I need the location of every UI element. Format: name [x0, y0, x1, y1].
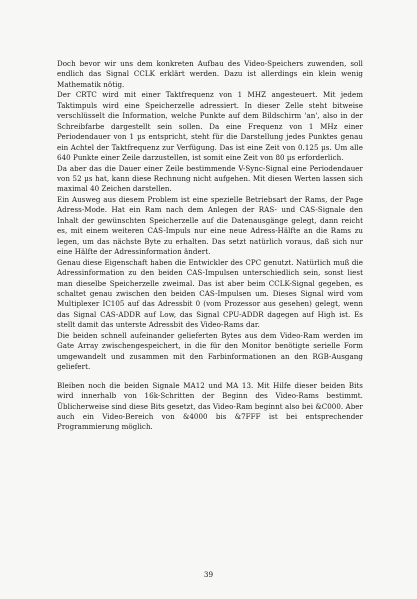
- page-body: [57, 59, 363, 433]
- page-number: 39: [203, 570, 214, 579]
- paragraph-crtc-taktfrequenz: Der CRTC wird mit einer Taktfrequenz von 1 MHZ angesteuert. Mit jedem Taktimpuls wird eine Speicherzelle adressiert. In dieser Zelle steht bitweise verschlüsselt die Information, welche Punkte auf dem Bildschirm 'an', also in der Schreibfarbe dargestellt sein sollen. Da eine Frequenz von 1 MHz einer Periodendauer von 1 µs entspricht, steht für die Darstellung jedes Punktes genau ein Achtel der Taktfrequenz zur Verfügung. Das ist eine Zeit von 0.125 µs. Um alle 640 Punkte einer Zeile darzustellen, ist somit eine Zeit von 80 µs erforderlich.: [57, 90, 363, 163]
- paragraph-page-adress-mode: Ein Ausweg aus diesem Problem ist eine spezielle Betriebsart der Rams, der Page Adress-Mode. Hat ein Ram nach dem Anlegen der RAS- und CAS-Signale den Inhalt der gewünschten Speicherzelle auf die Datenausgänge gelegt, dann reicht es, mit einem weiteren CAS-Impuls nur eine neue Adress-Hälfte an die Rams zu legen, um das nächste Byte zu erhalten. Das setzt natürlich voraus, daß sich nur eine Hälfte der Adressinformation ändert.: [57, 194, 363, 257]
- paragraph-cclk-signal: Genau diese Eigenschaft haben die Entwickler des CPC genutzt. Natürlich muß die Adressinformation zu den beiden CAS-Impulsen unterschiedlich sein, sonst liest man dieselbe Speicherzelle zweimal. Das ist aber beim CCLK-Signal gegeben, es schaltet genau zwischen den beiden CAS-Impulsen um. Dieses Signal wird vom Multiplexer IC105 auf das Adressbit 0 (vom Prozessor aus gesehen) gelegt, wenn das Signal CAS-ADDR auf Low, das Signal CPU-ADDR dagegen auf High ist. Es stellt damit das unterste Adressbit des Video-Rams dar.: [57, 257, 363, 330]
- paragraph-ma12-ma13: Bleiben noch die beiden Signale MA12 und MA 13. Mit Hilfe dieser beiden Bits wird innerhalb von 16k-Schritten der Beginn des Video-Rams bestimmt. Üblicherweise sind diese Bits gesetzt, das Video-Ram beginnt also bei &C000. Aber auch ein Video-Bereich von &4000 bis &7FFF ist bei entsprechender Programmierung möglich.: [57, 380, 363, 432]
- paragraph-v-sync-periodendauer: Da aber das die Dauer einer Zeile bestimmende V-Sync-Signal eine Periodendauer von 52 µs hat, kann diese Rechnung nicht aufgehen. Mit diesen Werten lassen sich maximal 40 Zeichen darstellen.: [57, 163, 363, 194]
- paragraph-gate-array: Die beiden schnell aufeinander gelieferten Bytes aus dem Video-Ram werden im Gate Array zwischengespeichert, in die für den Monitor benötigte serielle Form umgewandelt und zusammen mit den Farbinformationen an den RGB-Ausgang geliefert.: [57, 330, 363, 372]
- paragraph-gap: [57, 373, 363, 381]
- paragraph-video-speicher-intro: Doch bevor wir uns dem konkreten Aufbau des Video-Speichers zuwenden, soll endlich das Signal CCLK erklärt werden. Dazu ist allerdings ein klein wenig Mathematik nötig.: [57, 59, 363, 89]
